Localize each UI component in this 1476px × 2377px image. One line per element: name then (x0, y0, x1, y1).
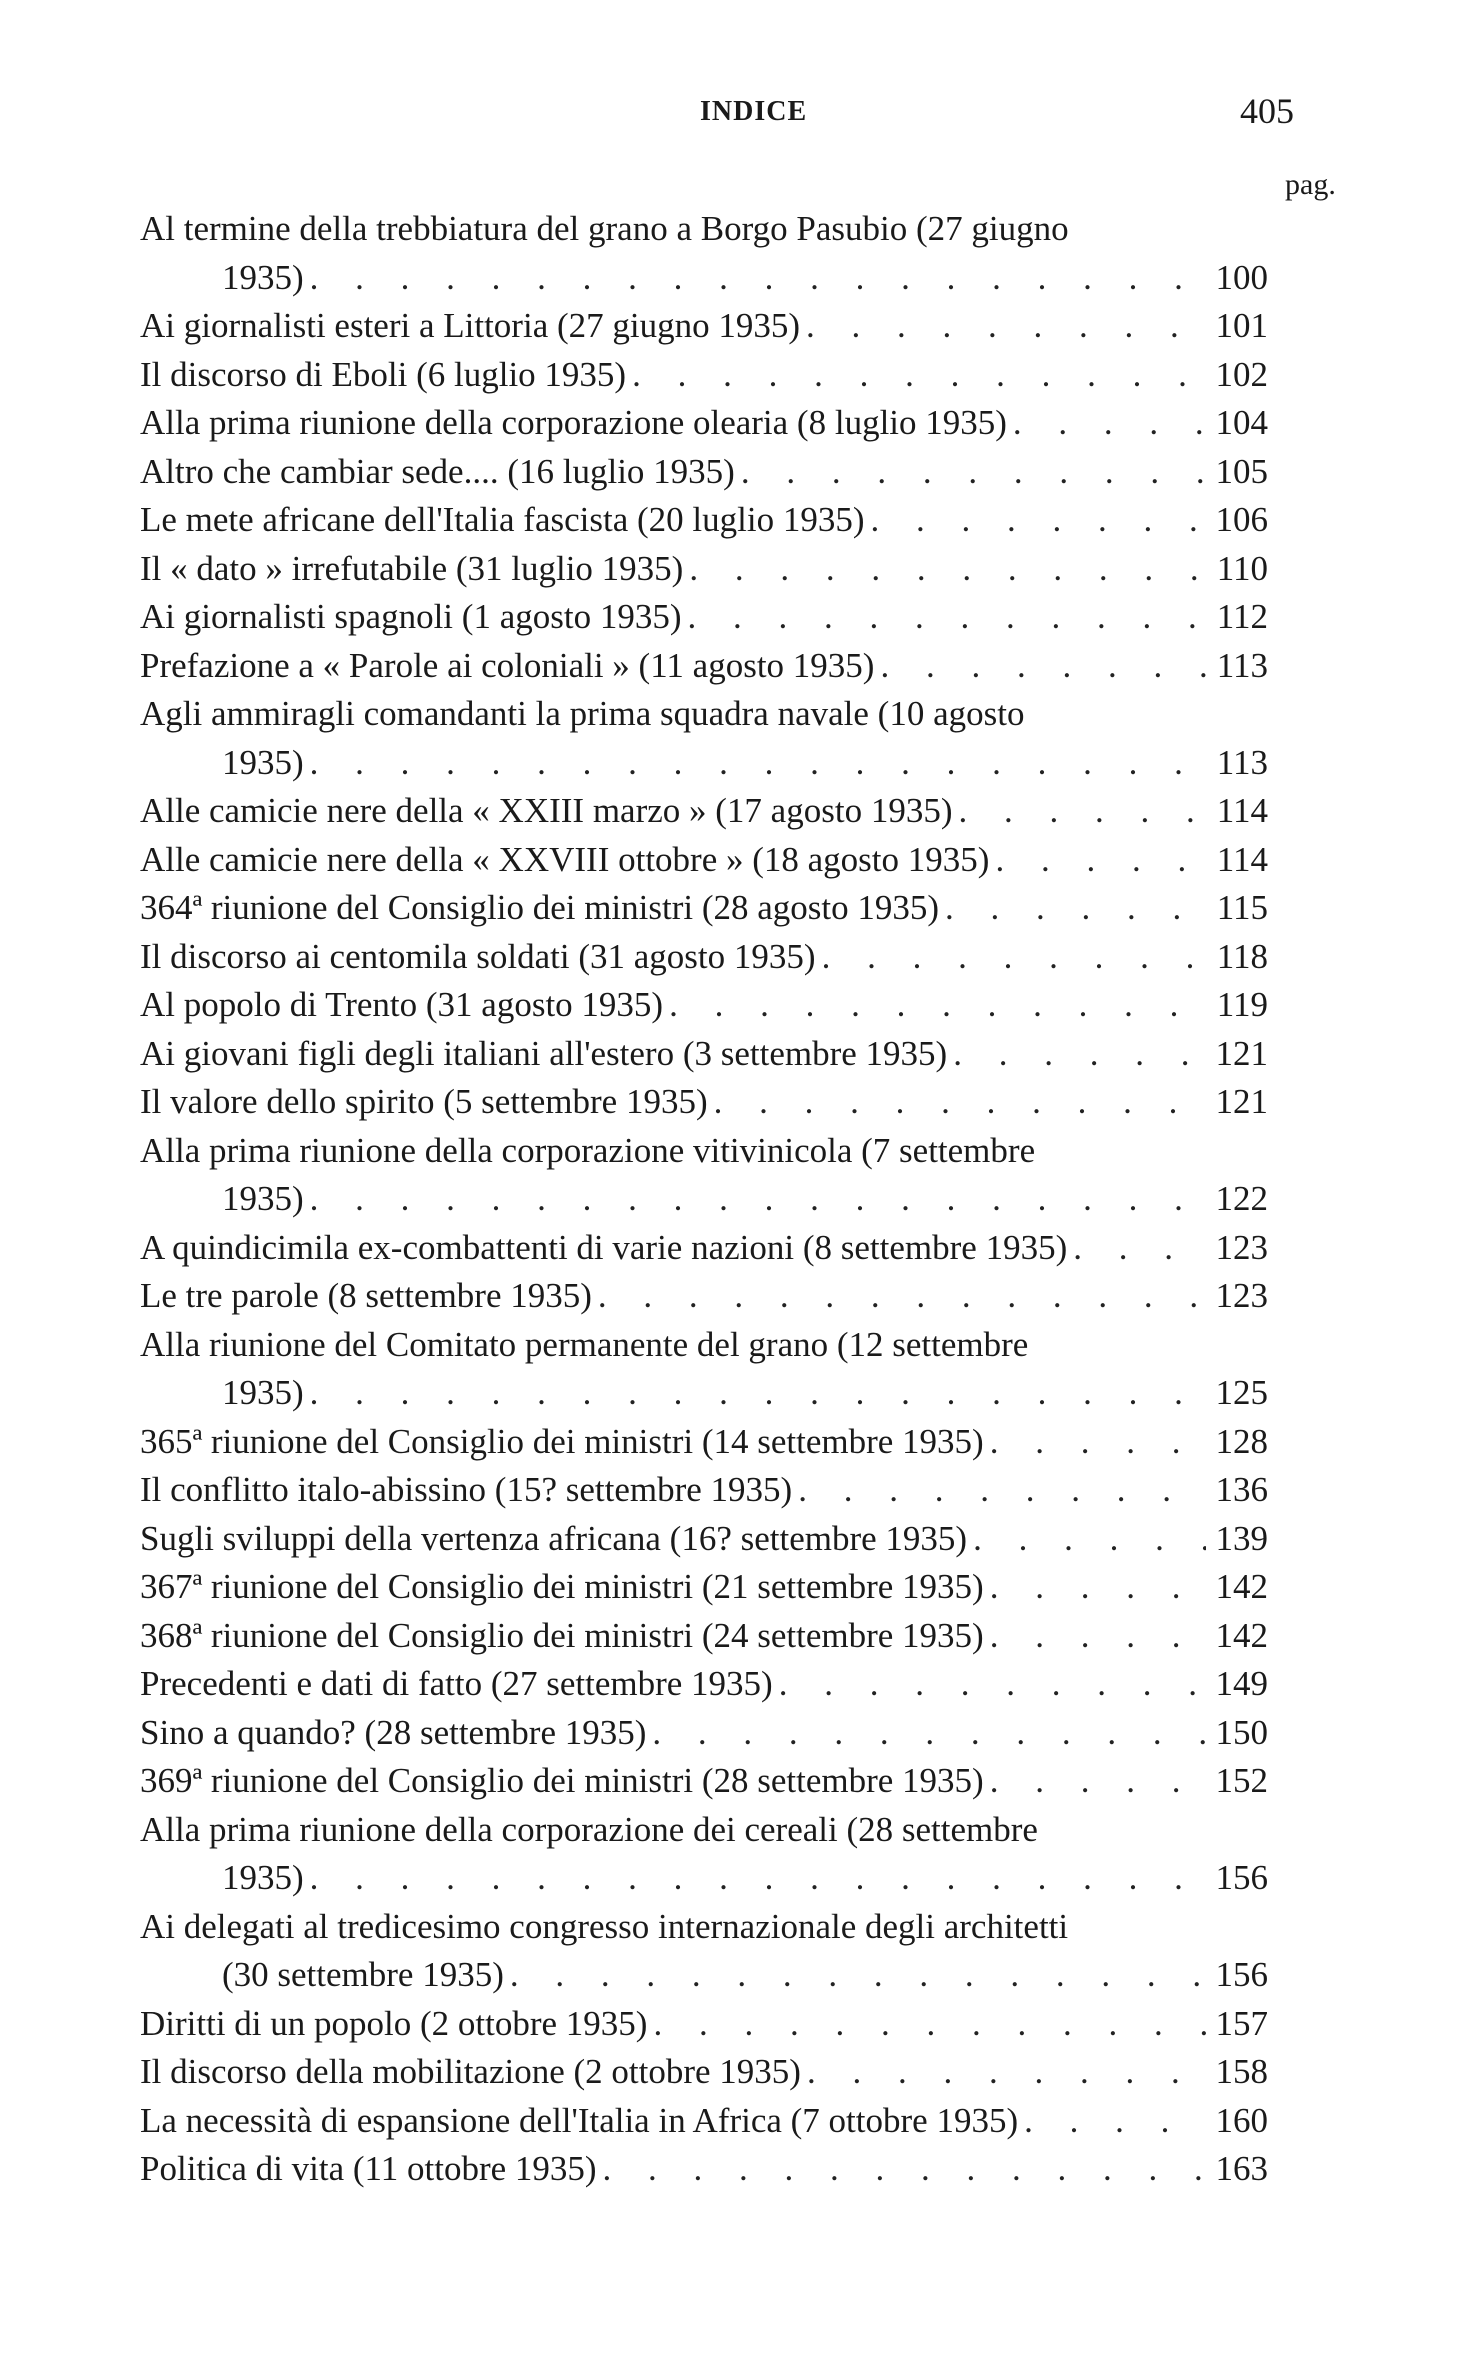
dot-leader (741, 448, 1206, 497)
toc-entry-line (140, 1418, 1268, 1467)
toc-entry-line (140, 545, 1268, 594)
toc-entry (140, 2145, 1268, 2194)
toc-entry-title: 364ª riunione del Consiglio dei ministri (28 agosto 1935) (140, 888, 940, 927)
dot-leader (945, 884, 1206, 933)
dot-leader (990, 1612, 1206, 1661)
running-title: INDICE (700, 96, 808, 127)
toc-entry (140, 1466, 1268, 1515)
toc-entry-page: 157 (1215, 2003, 1268, 2043)
toc-entry-line (140, 1854, 1268, 1903)
toc-entry-page: 101 (1215, 306, 1268, 345)
toc-entry-title: Al termine della trebbiatura del grano a Borgo Pasubio (27 giugno (140, 209, 1069, 248)
toc-entry (140, 1563, 1268, 1612)
dot-leader (1024, 2097, 1205, 2146)
toc-entry-line (140, 2048, 1268, 2097)
toc-entry-page: 114 (1216, 839, 1268, 879)
toc-entry-page: 142 (1215, 1567, 1268, 1606)
dot-leader (870, 496, 1205, 545)
toc-entry (140, 2097, 1268, 2146)
toc-entry (140, 593, 1268, 642)
toc-entry (140, 1030, 1268, 1079)
toc-entry-page: 125 (1215, 1373, 1268, 1412)
toc-entry-title: Il discorso di Eboli (6 luglio 1935) (140, 354, 627, 394)
toc-entry (140, 1078, 1268, 1127)
toc-entry-line (140, 1175, 1268, 1224)
toc-entry-page: 113 (1216, 645, 1268, 685)
toc-entry-page: 119 (1216, 985, 1268, 1024)
toc-entry-title: Le tre parole (8 settembre 1935) (140, 1276, 592, 1315)
toc-entry (140, 1806, 1268, 1903)
toc-entry-title: 365ª riunione del Consiglio dei ministri (14 settembre 1935) (140, 1421, 984, 1461)
toc-entry-title: Alla riunione del Comitato permanente del grano (12 settembre (140, 1324, 1029, 1364)
toc-entry-title: Il conflitto italo-abissino (15? settembre 1935) (140, 1470, 793, 1509)
toc-entry-title: Il discorso ai centomila soldati (31 agosto 1935) (140, 936, 816, 976)
dot-leader (687, 593, 1206, 642)
toc-entry (140, 1660, 1268, 1709)
toc-entry-line (140, 1272, 1268, 1321)
toc-entry-page: 163 (1215, 2149, 1268, 2188)
toc-entry-line (140, 1612, 1268, 1661)
toc-entry-page: 139 (1215, 1518, 1268, 1558)
dot-leader (653, 2000, 1205, 2049)
toc-entry-title: Ai giovani figli degli italiani all'estero (3 settembre 1935) (140, 1033, 948, 1073)
toc-entry-page: 150 (1215, 1712, 1268, 1752)
toc-entry (140, 1224, 1268, 1273)
toc-entry-title: Alle camicie nere della « XXIII marzo » (17 agosto 1935) (140, 791, 953, 830)
toc-entry-page: 136 (1215, 1470, 1268, 1509)
toc-entry-title: 369ª riunione del Consiglio dei ministri (28 settembre 1935) (140, 1761, 984, 1800)
toc-entry-title: Alle camicie nere della « XXVIII ottobre » (18 agosto 1935) (140, 839, 990, 879)
toc-entry (140, 1515, 1268, 1564)
toc-entry (140, 2048, 1268, 2097)
toc-entry (140, 1127, 1268, 1224)
dot-leader (953, 1030, 1205, 1079)
dot-leader (990, 1563, 1206, 1612)
toc-entry-page: 156 (1215, 1858, 1268, 1897)
dot-leader (310, 739, 1206, 788)
toc-entry (140, 1709, 1268, 1758)
toc-entry-line (140, 1466, 1268, 1515)
toc-entry-page: 104 (1215, 403, 1268, 442)
toc-entry-line (140, 1369, 1268, 1418)
dot-leader (779, 1660, 1206, 1709)
toc-entry-title: Il « dato » irrefutabile (31 luglio 1935) (140, 548, 684, 588)
toc-entry-line (140, 1127, 1268, 1176)
toc-entry-line (140, 2097, 1268, 2146)
toc-entry-page: 149 (1215, 1664, 1268, 1703)
toc-entry-line (140, 787, 1268, 836)
dot-leader (669, 981, 1206, 1030)
toc-entry (140, 496, 1268, 545)
toc-entry-page: 160 (1215, 2100, 1268, 2140)
toc-entry-title: Ai giornalisti esteri a Littoria (27 giugno 1935) (140, 306, 801, 345)
toc-entry-page: 114 (1216, 791, 1268, 830)
toc-entry-title-continued: 1935) (222, 257, 304, 297)
toc-entry-page: 112 (1216, 597, 1268, 636)
toc-entry-page: 158 (1215, 2052, 1268, 2091)
toc-entry-line (140, 1030, 1268, 1079)
dot-leader (880, 642, 1206, 691)
toc-entry (140, 302, 1268, 351)
toc-entry-line (140, 1757, 1268, 1806)
toc-entry-page: 123 (1215, 1276, 1268, 1315)
toc-entry-line (140, 933, 1268, 982)
toc-entry-line (140, 1515, 1268, 1564)
toc-entry (140, 1321, 1268, 1418)
toc-entry-line (140, 1563, 1268, 1612)
dot-leader (806, 302, 1205, 351)
toc-entry-line (140, 1951, 1268, 2000)
toc-entry-title: Al popolo di Trento (31 agosto 1935) (140, 985, 664, 1024)
dot-leader (510, 1951, 1206, 2000)
dot-leader (598, 1272, 1206, 1321)
toc-entry (140, 2000, 1268, 2049)
toc-entry-page: 128 (1215, 1421, 1268, 1461)
toc-entry-line (140, 2000, 1268, 2049)
toc-entry-title-continued: 1935) (222, 742, 304, 782)
toc-entry (140, 399, 1268, 448)
dot-leader (1013, 399, 1206, 448)
toc-entry-title: Prefazione a « Parole ai coloniali » (11 agosto 1935) (140, 645, 875, 685)
toc-entry-page: 156 (1215, 1955, 1268, 1994)
dot-leader (310, 1854, 1206, 1903)
toc-entry-page: 105 (1215, 451, 1268, 491)
toc-entry-title: 368ª riunione del Consiglio dei ministri (24 settembre 1935) (140, 1615, 984, 1655)
toc-entry-line (140, 448, 1268, 497)
toc-entry-title: Alla prima riunione della corporazione olearia (8 luglio 1935) (140, 403, 1007, 442)
toc-entry-page: 100 (1215, 257, 1268, 297)
dot-leader (822, 933, 1206, 982)
toc-entry-line (140, 1709, 1268, 1758)
dot-leader (310, 1369, 1206, 1418)
toc-entry (140, 884, 1268, 933)
toc-entry-title-continued: 1935) (222, 1858, 304, 1897)
toc-entry (140, 981, 1268, 1030)
toc-entry (140, 351, 1268, 400)
toc-entry (140, 1757, 1268, 1806)
dot-leader (632, 351, 1205, 400)
toc-entry-line (140, 302, 1268, 351)
toc-entry-page: 102 (1215, 354, 1268, 394)
toc-entry-page: 110 (1216, 548, 1268, 588)
toc-entry-title-continued: (30 settembre 1935) (222, 1955, 504, 1994)
toc-entry-line (140, 399, 1268, 448)
page-number: 405 (1240, 91, 1294, 131)
toc-entry-line (140, 1806, 1268, 1855)
dot-leader (603, 2145, 1206, 2194)
toc-entry-title: Ai giornalisti spagnoli (1 agosto 1935) (140, 597, 682, 636)
toc-entry-line (140, 836, 1268, 885)
toc-entry-line (140, 205, 1268, 254)
dot-leader (689, 545, 1206, 594)
toc-entry-title: Politica di vita (11 ottobre 1935) (140, 2149, 597, 2188)
dot-leader (990, 1418, 1206, 1467)
toc-entry (140, 1612, 1268, 1661)
toc-entry-page: 152 (1215, 1761, 1268, 1800)
toc-entry (140, 1272, 1268, 1321)
toc-entry-line (140, 739, 1268, 788)
dot-leader (1073, 1224, 1205, 1273)
dot-leader (310, 254, 1206, 303)
dot-leader (990, 1757, 1206, 1806)
toc-entry-line (140, 351, 1268, 400)
toc-entry-title: La necessità di espansione dell'Italia in Africa (7 ottobre 1935) (140, 2100, 1019, 2140)
toc-entry (140, 642, 1268, 691)
toc-entry-line (140, 593, 1268, 642)
toc-entry-line (140, 254, 1268, 303)
toc-entry-title: Sino a quando? (28 settembre 1935) (140, 1712, 647, 1752)
toc-entry-title: Alla prima riunione della corporazione vitivinicola (7 settembre (140, 1130, 1036, 1170)
dot-leader (652, 1709, 1205, 1758)
toc-entry-line (140, 1903, 1268, 1952)
toc-entry-title: Ai delegati al tredicesimo congresso internazionale degli architetti (140, 1906, 1069, 1946)
toc-entry (140, 1903, 1268, 2000)
toc-entry (140, 545, 1268, 594)
dot-leader (714, 1078, 1206, 1127)
toc-entry (140, 448, 1268, 497)
toc-entry-line (140, 1224, 1268, 1273)
toc-entry-title: Alla prima riunione della corporazione dei cereali (28 settembre (140, 1809, 1038, 1849)
dot-leader (807, 2048, 1206, 2097)
toc-entry-page: 118 (1216, 936, 1268, 976)
toc-entry-line (140, 2145, 1268, 2194)
toc-entry (140, 933, 1268, 982)
toc-entry-title: Il discorso della mobilitazione (2 ottobre 1935) (140, 2052, 801, 2091)
toc-entry-title: Agli ammiragli comandanti la prima squadra navale (10 agosto (140, 694, 1025, 733)
toc-entry (140, 690, 1268, 787)
toc-entry-title: 367ª riunione del Consiglio dei ministri (21 settembre 1935) (140, 1567, 984, 1606)
dot-leader (973, 1515, 1205, 1564)
toc-entry-line (140, 884, 1268, 933)
dot-leader (310, 1175, 1206, 1224)
toc-entry-title-continued: 1935) (222, 1373, 304, 1412)
toc-entry-line (140, 1078, 1268, 1127)
dot-leader (958, 787, 1206, 836)
toc-entry-line (140, 496, 1268, 545)
toc-entry-title: Sugli sviluppi della vertenza africana (16? settembre 1935) (140, 1518, 968, 1558)
toc-entry (140, 787, 1268, 836)
toc-entry-title: A quindicimila ex-combattenti di varie nazioni (8 settembre 1935) (140, 1227, 1068, 1267)
toc-entry-line (140, 690, 1268, 739)
toc-entry (140, 1418, 1268, 1467)
toc-entry-line (140, 642, 1268, 691)
toc-entry-page: 106 (1215, 500, 1268, 539)
toc-entry-line (140, 1660, 1268, 1709)
dot-leader (798, 1466, 1205, 1515)
toc-entry-page: 122 (1215, 1179, 1268, 1218)
page-header (0, 90, 1476, 140)
toc-entry-page: 142 (1215, 1615, 1268, 1655)
toc-entry-title-continued: 1935) (222, 1179, 304, 1218)
toc-entry-page: 123 (1215, 1227, 1268, 1267)
toc-entry (140, 836, 1268, 885)
toc-entry-page: 115 (1216, 888, 1268, 927)
toc-entry (140, 205, 1268, 302)
toc-entry-page: 121 (1215, 1033, 1268, 1073)
toc-entry-title: Altro che cambiar sede.... (16 luglio 1935) (140, 451, 735, 491)
page-column-label: pag. (1285, 168, 1336, 201)
toc-entry-line (140, 1321, 1268, 1370)
toc-entry-title: Diritti di un popolo (2 ottobre 1935) (140, 2003, 648, 2043)
table-of-contents (140, 205, 1268, 2194)
dot-leader (995, 836, 1206, 885)
toc-entry-title: Precedenti e dati di fatto (27 settembre 1935) (140, 1664, 773, 1703)
toc-entry-page: 113 (1216, 742, 1268, 782)
toc-entry-title: Le mete africane dell'Italia fascista (20 luglio 1935) (140, 500, 865, 539)
toc-entry-page: 121 (1215, 1082, 1268, 1121)
toc-entry-title: Il valore dello spirito (5 settembre 1935) (140, 1082, 708, 1121)
toc-entry-line (140, 981, 1268, 1030)
